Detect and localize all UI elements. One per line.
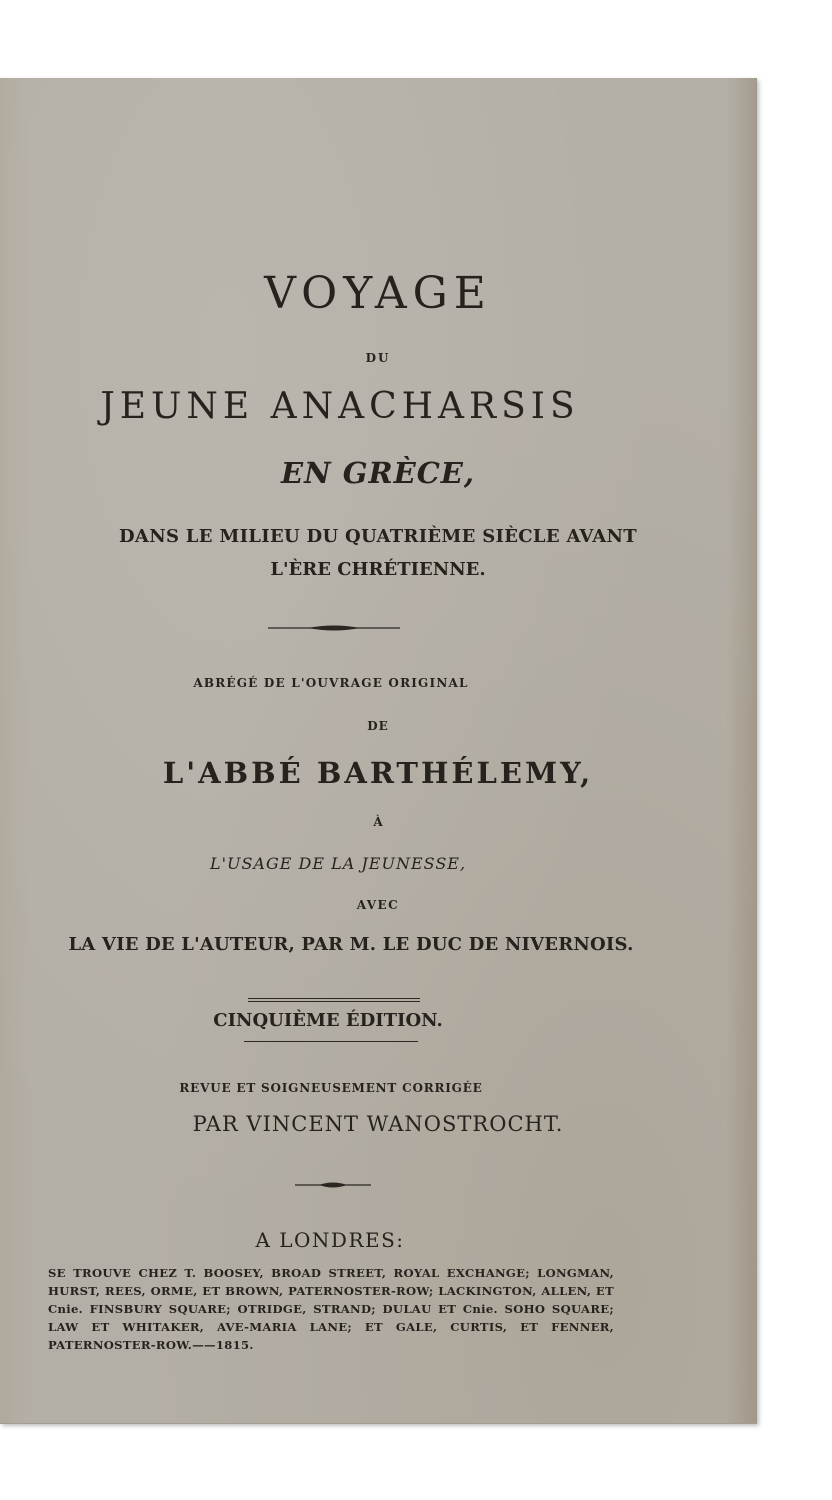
usage-note: L'USAGE DE LA JEUNESSE, [209, 854, 467, 873]
subtitle-line-1: DANS LE MILIEU DU QUATRIÈME SIÈCLE AVANT [119, 526, 637, 547]
connector-avec: AVEC [356, 898, 400, 912]
edition-rule-top-thin [248, 1001, 420, 1002]
publication-city: A LONDRES: [255, 1228, 405, 1252]
ornamental-rule-bottom [295, 1180, 371, 1190]
connector-a: À [373, 815, 383, 829]
edition-rule-top [248, 998, 420, 999]
subtitle-line-2: L'ÈRE CHRÉTIENNE. [270, 559, 486, 580]
book-place: EN GRÈCE, [281, 456, 475, 490]
connector-de: DE [367, 719, 389, 733]
imprint-block: SE TROUVE CHEZ T. BOOSEY, BROAD STREET, ROYAL EXCHANGE; LONGMAN, HURST, REES, ORME, ET BROWN, PATERNOSTER-ROW; LACKINGTON, ALLEN, ET Cnie. FINSBURY SQUARE; OTRIDGE, STRAND; DULAU ET Cnie. SOHO SQUARE; LAW ET WHITAKER, AVE-MARIA LANE; ET GALE, CURTIS, ET FENNER, PATERNOSTER-ROW.——1815. [48, 1266, 614, 1352]
edition-statement: CINQUIÈME ÉDITION. [213, 1010, 443, 1031]
life-of-author: LA VIE DE L'AUTEUR, PAR M. LE DUC DE NIVERNOIS. [68, 934, 634, 955]
ornamental-rule-top [268, 623, 400, 633]
title-page [0, 78, 757, 1424]
abridged-note: ABRÉGÉ DE L'OUVRAGE ORIGINAL [193, 676, 469, 690]
book-subject: JEUNE ANACHARSIS [100, 386, 580, 427]
title-connector-du: DU [365, 351, 391, 365]
edition-rule-bottom [244, 1041, 418, 1042]
revision-note: REVUE ET SOIGNEUSEMENT CORRIGÉE [179, 1081, 483, 1095]
author-name: L'ABBÉ BARTHÉLEMY, [162, 756, 594, 790]
book-title: VOYAGE [264, 268, 492, 319]
editor-name: PAR VINCENT WANOSTROCHT. [192, 1112, 564, 1136]
